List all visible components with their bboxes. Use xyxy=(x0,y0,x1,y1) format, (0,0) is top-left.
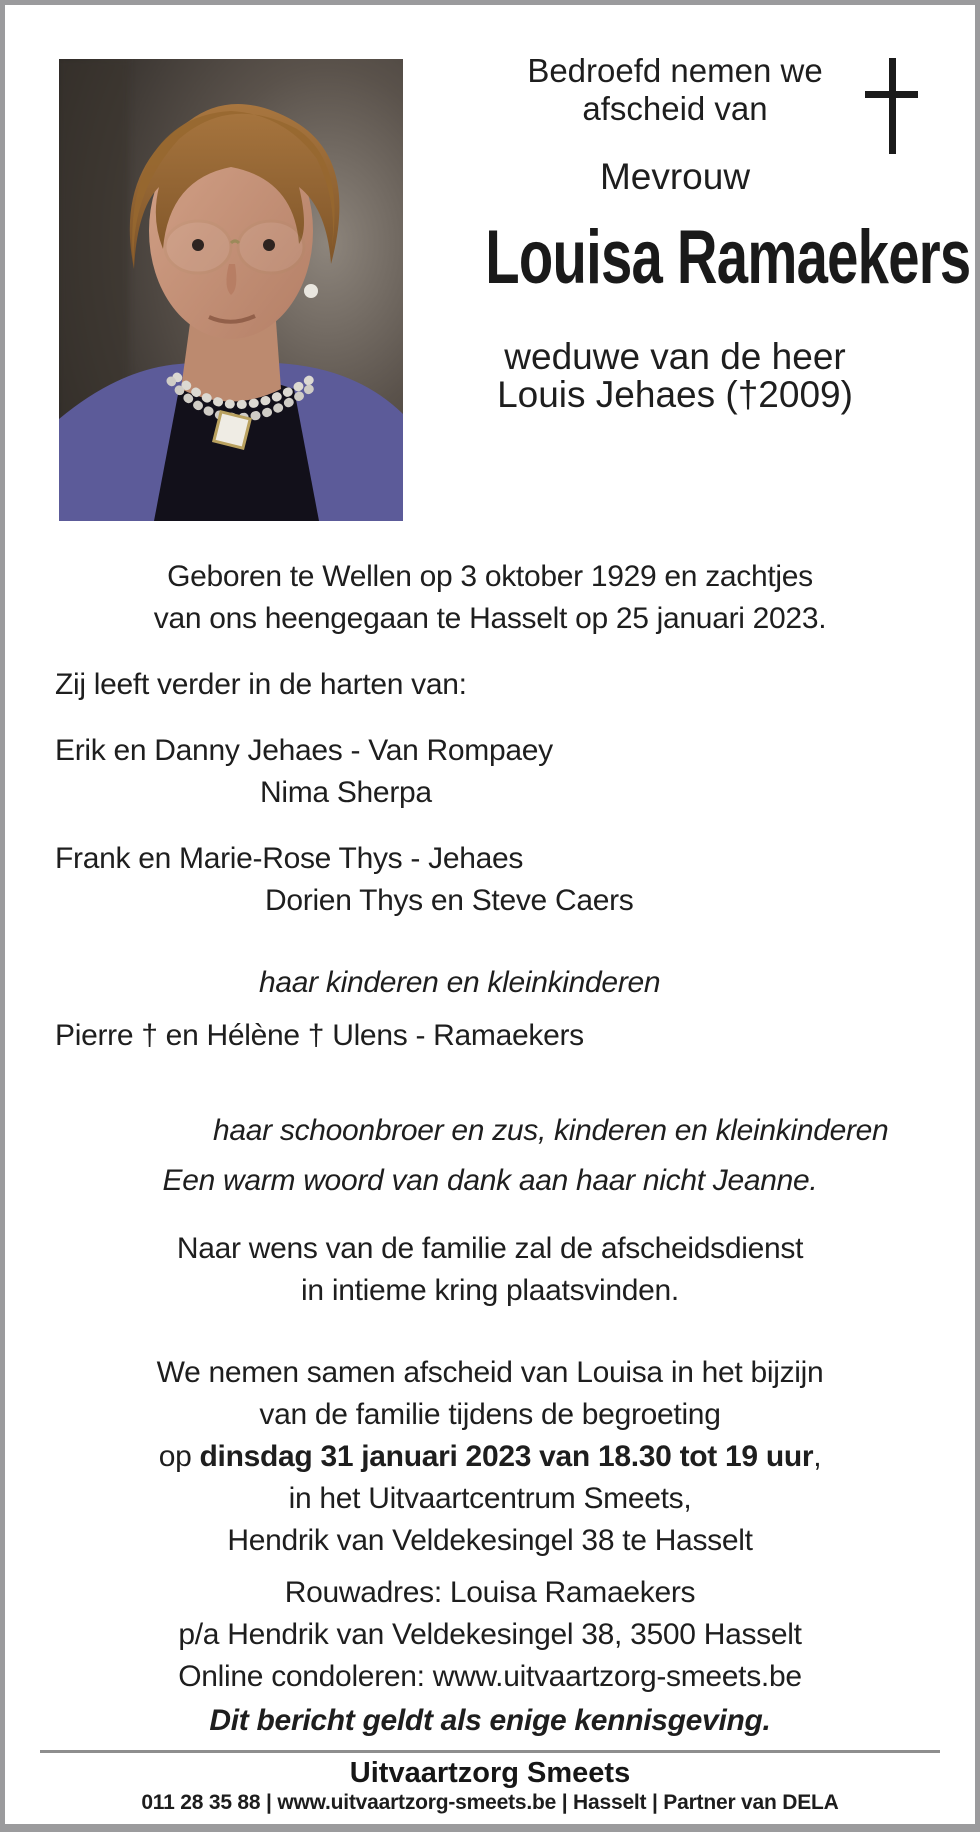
children-caption: haar kinderen en kleinkinderen xyxy=(259,966,661,999)
farewell-line-1: We nemen samen afscheid van Louisa in het bijzijn xyxy=(156,1356,824,1389)
farewell-line-5: Hendrik van Veldekesingel 38 te Hasselt xyxy=(227,1524,753,1557)
opening-phrase xyxy=(400,52,950,128)
birth-death-line-2: van ons heengegaan te Hasselt op 25 januari 2023. xyxy=(153,602,827,635)
farewell-line-3-prefix: op xyxy=(158,1440,200,1473)
funeral-home-contact: 011 28 35 88 | www.uitvaartzorg-smeets.be | Hasselt | Partner van DELA xyxy=(141,1791,839,1814)
condolence-line: Online condoleren: www.uitvaartzorg-smeets.be xyxy=(178,1660,802,1693)
thanks-line: Een warm woord van dank aan haar nicht Jeanne. xyxy=(162,1164,818,1197)
service-block xyxy=(0,1228,980,1312)
birth-death-line-1: Geboren te Wellen op 3 oktober 1929 en zachtjes xyxy=(167,560,813,593)
service-line-2: in intieme kring plaatsvinden. xyxy=(301,1274,679,1307)
mourning-address-line-2: p/a Hendrik van Veldekesingel 38, 3500 Hasselt xyxy=(178,1618,802,1651)
funeral-home-name: Uitvaartzorg Smeets xyxy=(349,1757,631,1789)
opening-line-2: afscheid van xyxy=(582,90,768,127)
footer-divider xyxy=(40,1750,940,1753)
inlaws-line: Pierre † en Hélène † Ulens - Ramaekers xyxy=(55,1019,584,1052)
farewell-block xyxy=(0,1352,980,1562)
intro-line: Zij leeft verder in de harten van: xyxy=(55,668,467,701)
inlaws-caption: haar schoonbroer en zus, kinderen en kleinkinderen xyxy=(213,1114,889,1147)
notice-line: Dit bericht geldt als enige kennisgeving. xyxy=(209,1704,771,1737)
deceased-name-text: Louisa Ramaekers xyxy=(485,215,971,300)
farewell-line-2: van de familie tijdens de begroeting xyxy=(259,1398,721,1431)
family-line-2-sub: Dorien Thys en Steve Caers xyxy=(265,884,634,917)
mourning-address-line-1: Rouwadres: Louisa Ramaekers xyxy=(284,1576,696,1609)
farewell-line-3-bold: dinsdag 31 januari 2023 van 18.30 tot 19 uur xyxy=(199,1440,814,1473)
birth-death-block xyxy=(0,556,980,640)
farewell-line-4: in het Uitvaartcentrum Smeets, xyxy=(288,1482,692,1515)
farewell-line-3 xyxy=(0,1436,980,1478)
relation-line-2: Louis Jehaes (†2009) xyxy=(497,374,853,415)
family-line-1-sub: Nima Sherpa xyxy=(260,776,432,809)
deceased-name xyxy=(400,214,971,301)
opening-line-1: Bedroefd nemen we xyxy=(527,52,823,89)
farewell-line-3-suffix: , xyxy=(813,1440,822,1473)
salutation: Mevrouw xyxy=(599,156,751,197)
service-line-1: Naar wens van de familie zal de afscheidsdienst xyxy=(176,1232,804,1265)
portrait-photo xyxy=(59,59,403,521)
relation-block xyxy=(400,338,950,414)
family-line-2: Frank en Marie-Rose Thys - Jehaes xyxy=(55,842,524,875)
relation-line-1: weduwe van de heer xyxy=(504,336,846,377)
portrait-photo-illustration xyxy=(59,59,403,521)
family-line-1: Erik en Danny Jehaes - Van Rompaey xyxy=(55,734,553,767)
mourning-address-block xyxy=(0,1572,980,1698)
